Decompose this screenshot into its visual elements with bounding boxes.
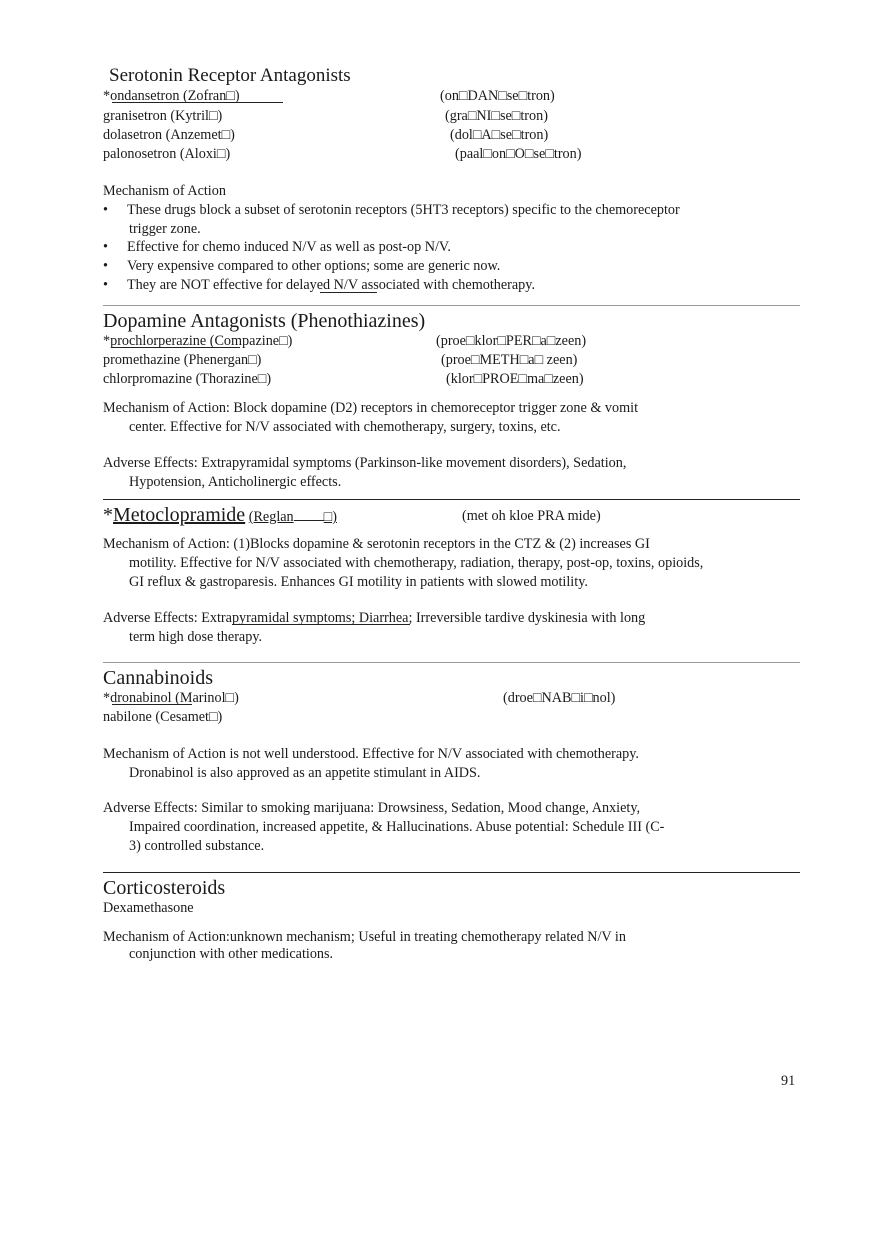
underline-extrapyramidal — [232, 624, 410, 625]
drug-nabilone: nabilone (Cesamet□) — [103, 709, 223, 725]
bullet-4-text: They are NOT effective for delayed N/V associated with chemotherapy. — [127, 277, 535, 293]
ae-metoclopramide-line2: term high dose therapy. — [129, 629, 263, 645]
bullet-3-text: Very expensive compared to other options; some are generic now. — [127, 258, 501, 274]
section-title-metoclopramide — [103, 504, 337, 527]
drug-prochlorperazine: *prochlorperazine (Compazine□) — [103, 333, 293, 349]
metoclopramide-brand: (Reglan — [248, 509, 294, 525]
section-title-corticosteroids: Corticosteroids — [103, 877, 226, 899]
page-number: 91 — [781, 1073, 796, 1089]
moa-metoclopramide-line1: Mechanism of Action: (1)Blocks dopamine & serotonin receptors in the CTZ & (2) increases GI — [103, 536, 650, 552]
moa-metoclopramide-line2: motility. Effective for N/V associated with chemotherapy, radiation, therapy, post-op, toxins, opioids, — [129, 555, 704, 571]
section-title-cannabinoids: Cannabinoids — [103, 667, 213, 689]
drug-dolasetron: dolasetron (Anzemet□) — [103, 127, 235, 143]
pron-ondansetron: (on□DAN□se□tron) — [440, 88, 555, 104]
moa-metoclopramide-line3: GI reflux & gastroparesis. Enhances GI motility in patients with slowed motility. — [129, 574, 588, 590]
bullet-1-line1: These drugs block a subset of serotonin receptors (5HT3 receptors) specific to the chemoreceptor — [127, 202, 680, 218]
underline-dronabinol — [112, 704, 192, 705]
bullet-2-text: Effective for chemo induced N/V as well as post-op N/V. — [127, 239, 451, 255]
moa-corticosteroids-line2: conjunction with other medications. — [129, 946, 334, 962]
moa-heading-serotonin: Mechanism of Action — [103, 183, 226, 199]
pron-palonosetron: (paal□on□O□se□tron) — [455, 146, 582, 162]
underline-ondansetron — [112, 102, 283, 103]
pron-promethazine: (proe□METH□a□ zeen) — [441, 352, 578, 368]
bullet-3-glyph: • — [103, 258, 108, 274]
bullet-1-glyph: • — [103, 202, 108, 218]
section-title-serotonin: Serotonin Receptor Antagonists — [109, 65, 351, 86]
divider-4 — [103, 872, 800, 873]
ae-dopamine-line2: Hypotension, Anticholinergic effects. — [129, 474, 342, 490]
moa-corticosteroids-line1: Mechanism of Action:unknown mechanism; Useful in treating chemotherapy related N/V in — [103, 929, 626, 945]
drug-promethazine: promethazine (Phenergan□) — [103, 352, 262, 368]
ae-cannabinoids-line2: Impaired coordination, increased appetite, & Hallucinations. Abuse potential: Schedule III (C- — [129, 819, 665, 835]
ae-metoclopramide-line1: Adverse Effects: Extrapyramidal symptoms; Diarrhea; Irreversible tardive dyskinesia with long — [103, 610, 646, 626]
moa-cannabinoids-line1: Mechanism of Action is not well understood. Effective for N/V associated with chemotherapy. — [103, 746, 639, 762]
drug-chlorpromazine: chlorpromazine (Thorazine□) — [103, 371, 272, 387]
drug-ondansetron: *ondansetron (Zofran□) — [103, 88, 240, 104]
divider-1 — [103, 305, 800, 306]
bullet-4-glyph: • — [103, 277, 108, 293]
pron-dolasetron: (dol□A□se□tron) — [450, 127, 549, 143]
divider-3 — [103, 662, 800, 663]
underline-prochlorperazine — [112, 347, 240, 348]
metoclopramide-star: * — [103, 504, 113, 526]
divider-2 — [103, 499, 800, 500]
section-title-dopamine: Dopamine Antagonists (Phenothiazines) — [103, 310, 426, 332]
underline-delayed — [320, 292, 377, 293]
metoclopramide-name: Metoclopramide — [113, 504, 246, 526]
bullet-2-glyph: • — [103, 239, 108, 255]
drug-granisetron: granisetron (Kytril□) — [103, 108, 223, 124]
drug-dexamethasone: Dexamethasone — [103, 900, 194, 916]
moa-dopamine-line1: Mechanism of Action: Block dopamine (D2) receptors in chemoreceptor trigger zone & vomit — [103, 400, 639, 416]
moa-dopamine-line2: center. Effective for N/V associated with chemotherapy, surgery, toxins, etc. — [129, 419, 561, 435]
pron-prochlorperazine: (proe□klor□PER□a□zeen) — [436, 333, 587, 349]
metoclopramide-blank — [294, 506, 324, 521]
pron-metoclopramide: (met oh kloe PRA mide) — [462, 508, 601, 524]
pron-granisetron: (gra□NI□se□tron) — [445, 108, 548, 124]
pron-chlorpromazine: (klor□PROE□ma□zeen) — [446, 371, 584, 387]
ae-cannabinoids-line1: Adverse Effects: Similar to smoking marijuana: Drowsiness, Sedation, Mood change, Anxiety, — [103, 800, 641, 816]
ae-cannabinoids-line3: 3) controlled substance. — [129, 838, 265, 854]
ae-dopamine-line1: Adverse Effects: Extrapyramidal symptoms (Parkinson-like movement disorders), Sedation, — [103, 455, 627, 471]
drug-dronabinol: *dronabinol (Marinol□) — [103, 690, 239, 706]
pron-dronabinol: (droe□NAB□i□nol) — [503, 690, 616, 706]
moa-cannabinoids-line2: Dronabinol is also approved as an appetite stimulant in AIDS. — [129, 765, 481, 781]
drug-palonosetron: palonosetron (Aloxi□) — [103, 146, 231, 162]
metoclopramide-brand-close: □) — [323, 509, 337, 525]
bullet-1-line2: trigger zone. — [129, 221, 201, 237]
